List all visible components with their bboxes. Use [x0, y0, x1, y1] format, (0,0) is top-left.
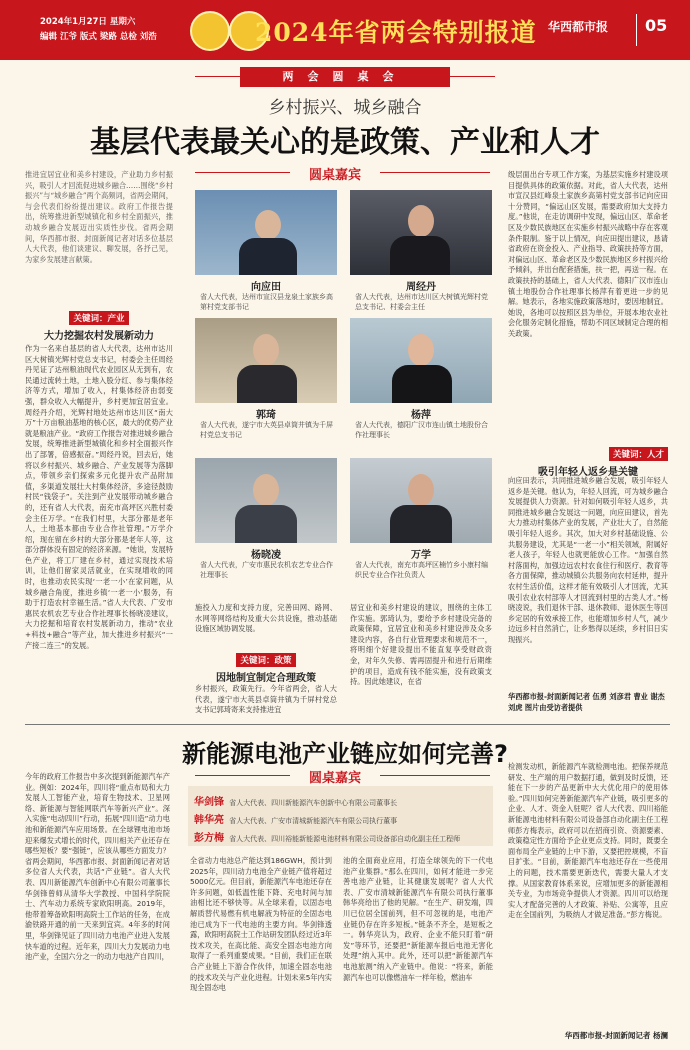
rep-desc: 省人大代表、四川裕能新能源电池材料有限公司设备部自动化副主任工程师	[229, 835, 461, 843]
guest-photo	[350, 318, 492, 403]
keyword-title: 大力挖掘农村发展新动力	[44, 331, 154, 342]
guests-label: 圆桌嘉宾	[308, 771, 361, 786]
guest-name: 杨萍	[411, 410, 431, 421]
keyword-tag: 关键词：政策	[236, 653, 295, 667]
article1-col3b-body: 乡村振兴，政策先行。今年省两会，省人大代表，遂宁市大英县卓筒井镇为千屏村党总支书记郭琦寄来支持推进宜	[195, 684, 337, 715]
guest-caption: 省人大代表，达州市宣汉县龙泉土家族乡高第村党支部书记	[200, 293, 333, 311]
keyword-tag: 关键词：产业	[69, 311, 128, 325]
article2-credit: 华西都市报-封面新闻记者 杨澜	[564, 1031, 668, 1040]
article2-col3-body: 池的全面商业应用，打造全球领先的下一代电池产业集群。”那么在四川，如何才能进一步完善电池产业链，让其健康发展呢？省人大代表、广安市清城新能源汽车有限公司执行董事韩华亮给出了他的见解。“在生产、研发端，四川已位居全国前列，但不可忽视的是，电池产业链仍存在许多短板。”链条不齐全，是短板之一。韩华亮认为，政府、企业不能只盯着“研发”等环节，还要把“新能源车报后电池无害化处理”纳入其中。此外，还可以把“新能源汽车电池旅测”纳入产业链中。他说：“将来，新能源汽车也可以像燃油车一样年检，燃油车	[343, 856, 493, 982]
guest-caption: 省人大代表，德阳广汉市连山镇土地股份合作社理事长	[355, 421, 488, 439]
issue-date: 2024年1月27日 星期六	[40, 17, 136, 27]
article1-subtitle: 乡村振兴、城乡融合	[268, 98, 422, 118]
guests-label-line-left	[195, 172, 290, 173]
article2-col2-body: 全省动力电池总产能达到186GWH，预计到2025年，四川动力电池全产业链产值将超过5000亿元。但目前，新能源汽车电池还存在许多问题，如低温性能下降、充电时间与加油相比还不够快等。从全球来看，以固态电解质替代易燃有机电解液为特征的全固态电池已成为下一代电池的主要方向。华剑锋透露，欧阳明高院士工作站研发团队经过近3年技术攻关，在高比能、高安全固态电池方向取得了一系列重要成果。“目前，我们正在联合产业链上下游合作伙伴，加速全固态电池的技术攻关与产业化进程。计划未来5年内实现全固态电	[190, 856, 332, 993]
article1-col4-body: 居宜业和美乡村建设的建议，围绕的主体工作实施。郭琦认为，要给予乡村建设完备的政策保障，宜居宜业和美乡村建设涉及众多建设内容，各自行业管理要求和规范不一，将明细个好建设提出不能直复享受财政资金，对年久失修、需再固提升和进行后期维护的项目，造成有钱不能实施，没有政策支持。因此她建议，在省	[350, 603, 492, 687]
rep-entry	[194, 808, 397, 827]
keyword-title: 因地制宜制定合理政策	[216, 673, 316, 684]
newspaper-logo: 华西都市报	[548, 20, 609, 34]
guest-photo	[195, 458, 337, 543]
article1-title: 基层代表最关心的是政策、产业和人才	[90, 125, 600, 160]
article-divider	[25, 724, 670, 725]
rep-entry	[194, 826, 460, 845]
editor-credits: 编辑 江爷 版式 梁路 总检 刘浩	[40, 32, 157, 42]
guest-name: 郭琦	[256, 410, 276, 421]
guest-caption: 省人大代表，遂宁市大英县卓筒井镇为千屏村党总支书记	[200, 421, 333, 439]
guest-photo	[195, 318, 337, 403]
guest-name: 杨晓凌	[251, 550, 281, 561]
rep-desc: 省人大代表、广安市清城新能源汽车有限公司执行董事	[229, 817, 398, 825]
header-divider	[636, 14, 637, 46]
article1-col1-body: 作为一名来自基层的省人大代表，达州市达川区大树镇光辉村党总支书记，村委会主任周经丹见证了达州粮油现代农业园区从无到有，农民通过流转土地，土地入股分红、参与集体经济等方式，增加了收入，村集体经济由弱变强，群众收入大幅提升，乡村更加宜居宜业。周经丹介绍，光辉村地处达州市达川区“南大万”十万亩粮油基地的核心区，最大的优势产业就是粮油产业。“政府工作报告对推进城乡融合发展，统筹推进新型城镇化和乡村全面振兴作出了部署，倍感振奋。”周经丹说，回去后，她将以乡村振兴、城乡融合、产业发展等为落脚点，带领乡亲们探索多元化提升农产品附加值，多渠道发展壮大村集体经济，多途径鼓励村民“钱袋子”。关注到产业发展带动城乡融合的，还有省人大代表，南充市高坪区兴胜村委会主任万学。“在我们村里，大部分都是老年人，土地基本都由专业合作社管理。”万学介绍，现在留在乡村的大部分都是老年人等，这部分群体没有固定的经济来源。“她说，发展特色产业，将工厂建在乡村，通过实现技术培训，让他们留家灵活就业，在实现增收的同时，也推动农民实现‘一老一小’在家问题，从城乡融合角度，推进乡镇‘一老一小’服务，有助于打造农村幸福生活。”省人大代表、广安市惠民农机农艺专业合作社理事长杨晓凌建议，大力挖掘和培育农村发展新动力，推动“农业+科技+融合”等产业，加大推进乡村振兴“一产接二连三”的发展。	[25, 344, 173, 650]
guest-name: 万学	[411, 550, 431, 561]
article1-intro: 推进宜居宜业和美乡村建设，产业助力乡村振兴，吸引人才回流促进城乡融合……围绕“乡村振兴”与“城乡融合”两个高频词，省两会期间，与会代表们纷纷提出建议。政府工作报告提出，统筹推进新型城镇化和乡村全面振兴，推动城乡融合发展迈出实质性步伐。省两会期间，华西都市报、封面新闻记者对话多位基层人大代表，他们谈建议、聊发展，各抒己见，为家乡发展建言献策。	[25, 170, 173, 264]
guest-name: 向应田	[251, 282, 281, 293]
article1-credit: 华西都市报-封面新闻记者 伍勇 刘彦君 曹业 谢杰 刘虎 图片由受访者提供	[508, 692, 665, 712]
article2-title: 新能源电池产业链应如何完善?	[182, 740, 508, 768]
guest-photo	[350, 458, 492, 543]
guests-label-line-left	[195, 775, 290, 776]
rep-name: 韩华亮	[194, 815, 224, 826]
guest-name: 周经丹	[406, 282, 436, 293]
keyword-policy	[195, 648, 337, 684]
rep-name: 彭方梅	[194, 833, 224, 844]
guest-photo	[195, 190, 337, 275]
special-report-banner: 2024年省两会特别报道	[255, 18, 537, 47]
keyword-tag: 关键词：人才	[609, 447, 668, 461]
article2-col4-body: 检测发动机，新能源汽车就检测电池。把保养规范研发、生产端的用户数据打通，做到及时反馈，还能在下一步的产品更新中大大优化用户的使用体验。”四川如何完善新能源汽车产业链，吸引更多的企业、人才、资金入驻呢？省人大代表、四川裕能新能源电池材料有限公司设备部自动化副主任工程师彭方梅表示，政府可以在招商引资、资源要素、政策稳定性方面给予企业更点支持。同时，既要全面布局全产业链的上中下游，又要把控规模，不盲目扩张。“目前，新能源汽车电池还存在一些使用上的问题，技术需要更新迭代，需要大量人才支撑。从国家教育体系来说，应增加更多的新能源相关专业，为市场竞争提供人才资源。四川可以给现实人才配备完善的人才政策、补贴、公寓等，且应走在全国前列，为吸纳人才做足准备。”彭方梅说。	[508, 762, 668, 920]
rep-entry	[194, 790, 397, 809]
keyword-industry	[25, 306, 173, 342]
guest-caption: 省人大代表，广安市惠民农机农艺专业合作社理事长	[200, 561, 333, 579]
guest-caption: 省人大代表，南充市高坪区楠竹乡小康村编织民专业合作社负责人	[355, 561, 488, 579]
guest-caption: 省人大代表，达州市达川区大树镇光辉村党总支书记、村委会主任	[355, 293, 488, 311]
section-tag: 两会圆桌会	[240, 67, 450, 87]
article1-col5b-body: 向应田表示，共同推进城乡融合发展，吸引年轻人返乡是关键。他认为，年轻人回流，可为城乡融合发展提供人力资源。针对如何吸引年轻人返乡，共同推进城乡融合发展这一问题，向应田建议，首先大力推动村集体产业的发展，产业壮大了，自然能吸引年轻人返乡。其次，加大对乡村基础设施、公共服务建设，尤其是“一老一小”相关领域，附属好老人孩子，年轻人也就更能放心工作。“加强自然村落面构，加强边远农村农食住行和医疗、教育等各方面保障，推动城镇公共服务向农村延伸，提升农村生活价值，这样才能有效吸引人才回流，尤其吸引农业农村部等人才回流到村里的古类人才。”杨晓凌说，我们退休干部、退休教师、退休医生等回乡定居的有效承接工作，也能增加乡村人气，减少边远乡村自然消亡，让乡愁得以延续，乡村旧日实现振兴。	[508, 476, 668, 644]
rep-list	[188, 786, 493, 846]
page-header	[0, 0, 690, 60]
article1-col3-body: 施投入力度和支持力度，完善田网、路网、水网等网络结构及重大公共设施，推动基础设施区域协调发展。	[195, 603, 337, 634]
guests-label-line-right	[380, 775, 490, 776]
keyword-title: 吸引年轻人返乡是关键	[538, 467, 638, 478]
guest-photo	[350, 190, 492, 275]
guests-label: 圆桌嘉宾	[308, 168, 361, 183]
national-emblem-icon	[190, 11, 230, 51]
rep-desc: 省人大代表、四川新能源汽车创新中心有限公司董事长	[229, 799, 398, 807]
article2-col1-body: 今年的政府工作报告中多次提到新能源汽车产业。例如：2024年，四川将“重点布局和大力发展人工智能产业，培育生物技术、卫星网络、新能源与智能网联汽车等新兴产业”。深入实施“电动四川”行动，拓展“四川造”动力电池和新能源汽车应用场景。在全球锂电池市场迎来爆发式增长的时代，四川相关产业还存在哪些短板？要“强链”，应该从哪些方面发力？省两会期间，华西都市报、封面新闻记者对话多位省人大代表，共话“产业链”。省人大代表、四川新能源汽车创新中心有限公司董事长华剑锋曾师从清华大学教授、中国科学院院士、汽车动力系统专家欧阳明高。2019年，他带着筹备欧阳明高院士工作站的任务，在成渝铁路开通的前一天来到宜宾。4年多的时间里，华剑锋见证了四川动力电池产业进入发展快车道的过程。近年来，四川大力发展动力电池产业，全国六分之一的动力电池产自四川，	[25, 772, 170, 962]
guests-label-line-right	[380, 172, 490, 173]
page-number: 05	[645, 16, 668, 35]
keyword-talent	[508, 442, 668, 478]
rep-name: 华剑锋	[194, 797, 224, 808]
article1-col5-body: 级层面出台专项工作方案，为基层实施乡村建设项目提供具体的政策依据。对此，省人大代表，达州市宣汉县红峰泉土家族乡高第村党支部书记向应田十分赞同，“偏远山区发展，需要政府加大支持力度。”他说，在走访调研中发现，偏远山区、革命老区及少数民族地区在实施乡村振兴战略中存在客观条件限制。鉴于以上情况，向应田提出建议，恳请省政府在资金投入、产业指导、政策扶持等方面，对偏远山区、革命老区及少数民族地区乡村振兴给予倾斜，并出台配套措施，扶一把，再送一程。在政策扶持的基础上，省人大代表、德阳广汉市连山镇土地股份合作社理事长杨萍有着更进一步的见解。她表示，各地实施政策落地时，要因地制宜。她说，各地可以按照区县为单位，开展本地农业社会化服务定制化措施，帮助不同区域制定合理的相关政策。	[508, 170, 668, 338]
